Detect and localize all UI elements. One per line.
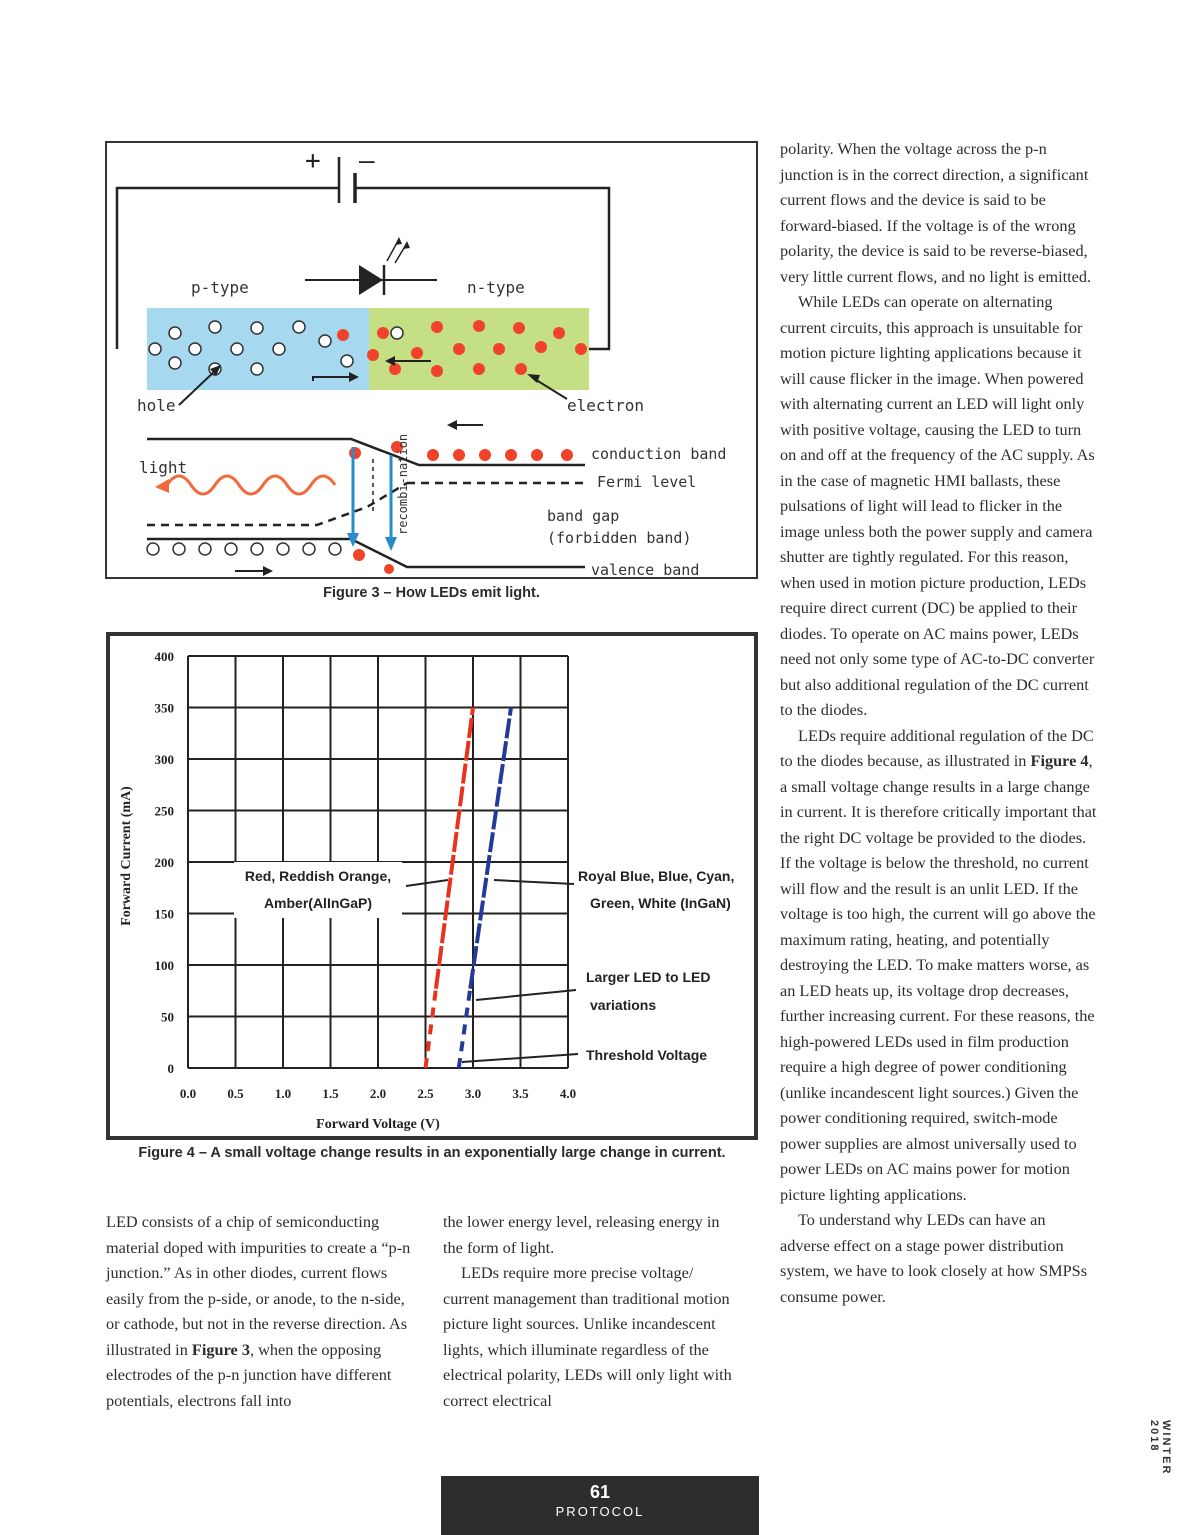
series-line-dashed-0 xyxy=(426,989,436,1068)
publication-name: PROTOCOL xyxy=(555,1504,645,1519)
valence-band-line xyxy=(147,539,585,567)
series-line-dashed-1 xyxy=(459,989,470,1068)
diode-triangle xyxy=(359,265,383,295)
x-tick-label: 2.0 xyxy=(369,1086,387,1101)
body-text: LEDs require additional regulation of the DC to the diodes because, as illustrated in xyxy=(780,725,1094,770)
body-column-right xyxy=(780,136,1098,1309)
paragraph: To understand why LEDs can have an adverse effect on a stage power distribution system, we have to look closely at how SMPSs consume power. xyxy=(780,1210,1088,1306)
series-line-0 xyxy=(436,708,473,989)
leader-line xyxy=(494,880,574,884)
body-column-middle xyxy=(443,1209,743,1413)
y-axis-label: Forward Current (mA) xyxy=(119,786,134,926)
chart-annotation: Green, White (InGaN) xyxy=(590,895,731,911)
y-tick-label: 350 xyxy=(154,700,174,716)
leader-line xyxy=(406,880,448,886)
paragraph: LEDs require more precise voltage/ current management than traditional motion picture light sources. Unlike incandescent lights, which illuminate regardless of the electrical polarity, LEDs will only light with correct electrical xyxy=(443,1263,732,1410)
body-text: , when the opposing electrodes of the p-n junction have different potentials, electrons fall into xyxy=(106,1339,392,1410)
conduction-band-label: conduction band xyxy=(591,445,727,463)
paragraph: While LEDs can operate on alternating current circuits, this approach is unsuitable for motion picture lighting applications because it will cause flicker in the image. When powered with alternating current an LED will light only with positive voltage, causing the LED to turn on and off at the frequency of the AC supply. As in the case of magnetic HMI ballasts, these pulsations of light will lead to flicker in the image unless both the power supply and camera shutter are tightly regulated. For this reason, when used in motion picture production, LEDs require direct current (DC) be applied to their diodes. To operate on AC mains power, LEDs need not only some type of AC-to-DC converter but also additional regulation of the DC current to the diodes. xyxy=(780,292,1095,719)
chart-annotation: Larger LED to LED xyxy=(586,969,711,985)
leader-line xyxy=(476,990,576,1000)
page-footer xyxy=(441,1476,759,1535)
chart-annotation: Amber(AlInGaP) xyxy=(263,895,373,911)
chart-annotation: variations xyxy=(590,997,657,1013)
battery-plus: + xyxy=(305,146,321,176)
body-text: , a small voltage change results in a large change in current. It is therefore critically important that the right DC voltage be provided to the diodes. If the voltage is below the threshold, no current will flow and the result is an unlit LED. If the voltage is too high, the current will go above the maximum rating, heating, and potentially destroying the LED. To make matters worse, as an LED heats up, its voltage drop decreases, further increasing current. For these reasons, the high-powered LEDs used in film production require a high degree of power conditioning (unlike incandescent light sources.) Given the power conditioning required, switch-mode power supplies are almost universally used to power LEDs on AC mains power for motion picture lighting applications. xyxy=(780,751,1097,1204)
hole-label: hole xyxy=(137,396,176,415)
x-axis-label: Forward Voltage (V) xyxy=(316,1117,440,1132)
body-column-left xyxy=(106,1209,422,1413)
x-tick-label: 3.5 xyxy=(512,1086,529,1101)
page-number: 61 xyxy=(589,1482,611,1502)
y-tick-label: 250 xyxy=(154,803,174,819)
issue-label: WINTER 2018 xyxy=(1148,1420,1172,1476)
y-tick-label: 300 xyxy=(154,752,174,767)
figure-4-caption: Figure 4 – A small voltage change results in an exponentially large change in current. xyxy=(138,1145,726,1161)
paragraph: the lower energy level, releasing energy in the form of light. xyxy=(443,1212,720,1257)
x-tick-label: 0.0 xyxy=(179,1086,197,1101)
y-tick-label: 0 xyxy=(167,1061,174,1076)
x-tick-label: 1.0 xyxy=(274,1086,292,1101)
electron-label: electron xyxy=(567,396,645,415)
band-gap-label: band gap xyxy=(547,507,620,525)
figure-3 xyxy=(105,141,758,579)
light-wave xyxy=(167,476,335,494)
chart-annotation: Red, Reddish Orange, xyxy=(244,868,392,884)
n-type-label: n-type xyxy=(467,278,525,297)
figure-4 xyxy=(106,632,758,1140)
recombination-label: recombi-nation xyxy=(396,433,410,535)
fermi-level-left xyxy=(147,483,407,525)
fermi-level-label: Fermi level xyxy=(597,473,697,491)
conduction-band-line xyxy=(147,439,585,465)
figure-3-diagram xyxy=(107,143,756,577)
y-tick-label: 150 xyxy=(154,906,174,922)
x-tick-label: 2.5 xyxy=(417,1086,434,1101)
series-line-1 xyxy=(470,708,511,989)
chart-annotation: Threshold Voltage xyxy=(586,1047,708,1063)
chart-annotation: Royal Blue, Blue, Cyan, xyxy=(578,868,735,884)
figure-4-chart xyxy=(110,636,754,1136)
valence-band-label: valence band xyxy=(591,561,700,577)
battery-minus: – xyxy=(359,146,375,176)
figure-3-caption: Figure 3 – How LEDs emit light. xyxy=(323,585,540,601)
paragraph xyxy=(780,723,1098,1208)
x-tick-label: 3.0 xyxy=(464,1086,482,1101)
y-tick-label: 50 xyxy=(161,1009,174,1025)
x-tick-label: 0.5 xyxy=(227,1086,244,1101)
light-label: light xyxy=(139,458,188,477)
y-tick-label: 100 xyxy=(154,958,174,973)
figure-reference: Figure 3 xyxy=(191,1339,250,1359)
x-tick-label: 1.5 xyxy=(322,1086,339,1101)
p-type-label: p-type xyxy=(191,278,249,297)
valence-holes xyxy=(147,543,341,555)
figure-reference: Figure 4 xyxy=(1030,751,1089,770)
y-tick-label: 400 xyxy=(154,649,174,664)
forbidden-band-label: (forbidden band) xyxy=(547,529,692,547)
x-tick-label: 4.0 xyxy=(559,1086,577,1101)
paragraph: polarity. When the voltage across the p-n junction is in the correct direction, a significant current flows and the device is said to be forward-biased. If the voltage is of the wrong polarity, the device is said to be reverse-biased, very little current flows, and no light is emitted. xyxy=(780,139,1092,286)
body-text: LED consists of a chip of semiconducting material doped with impurities to create a “p-n junction.” As in other diodes, current flows easily from the p-side, or anode, to the n-side, or cathode, but not in the reverse direction. As illustrated in xyxy=(106,1212,411,1359)
y-tick-label: 200 xyxy=(154,855,174,870)
